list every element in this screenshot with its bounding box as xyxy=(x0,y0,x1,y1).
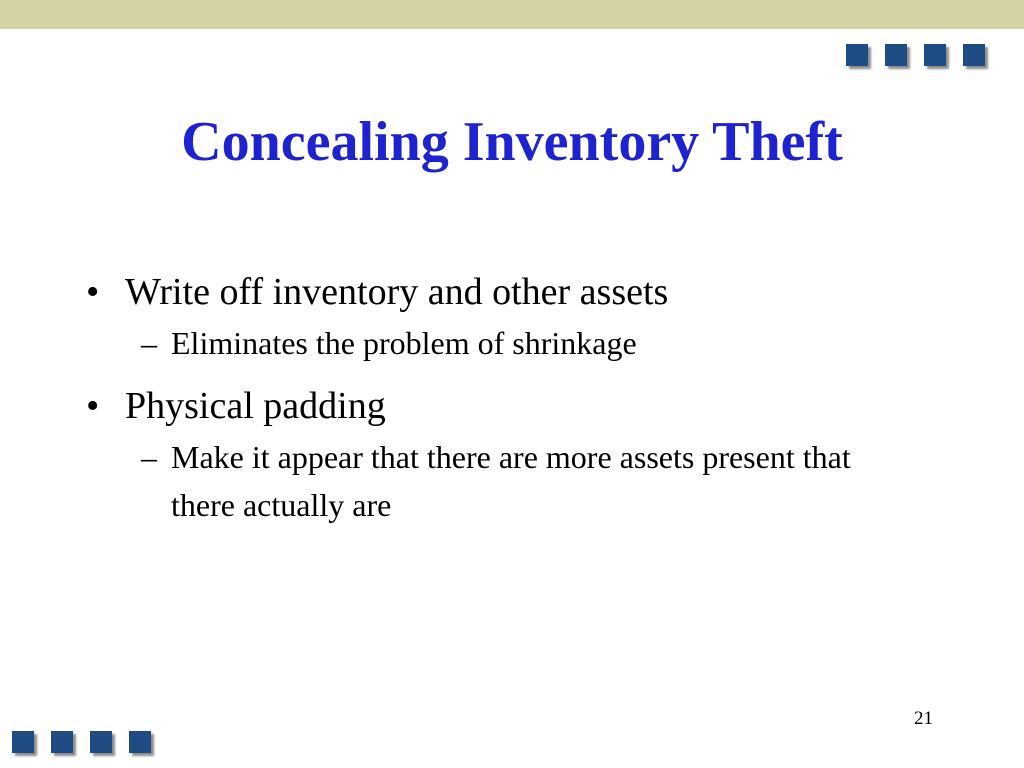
sub-bullet-marker: – xyxy=(141,325,157,361)
decorative-square xyxy=(12,731,34,753)
bottom-decorative-squares xyxy=(12,731,151,753)
decorative-square xyxy=(924,44,946,66)
sub-bullet-text: Make it appear that there are more assets present that there actually are xyxy=(171,439,851,523)
sub-bullet-marker: – xyxy=(141,439,157,475)
top-decorative-squares xyxy=(846,44,985,66)
sub-bullet-item xyxy=(86,319,946,367)
bullet-item xyxy=(86,379,946,433)
sub-bullet-item xyxy=(86,433,946,529)
decorative-square xyxy=(129,731,151,753)
decorative-square xyxy=(885,44,907,66)
page-number: 21 xyxy=(914,708,933,729)
decorative-square xyxy=(51,731,73,753)
bullet-text: Write off inventory and other assets xyxy=(125,271,669,313)
decorative-square xyxy=(846,44,868,66)
top-accent-band xyxy=(0,0,1024,29)
sub-bullet-text: Eliminates the problem of shrinkage xyxy=(171,325,637,361)
decorative-square xyxy=(963,44,985,66)
decorative-square xyxy=(90,731,112,753)
bullet-marker: • xyxy=(86,385,100,427)
slide-body xyxy=(86,265,946,541)
bullet-text: Physical padding xyxy=(125,385,386,427)
slide-title: Concealing Inventory Theft xyxy=(181,111,843,173)
bullet-item xyxy=(86,265,946,319)
bullet-marker: • xyxy=(86,271,100,313)
